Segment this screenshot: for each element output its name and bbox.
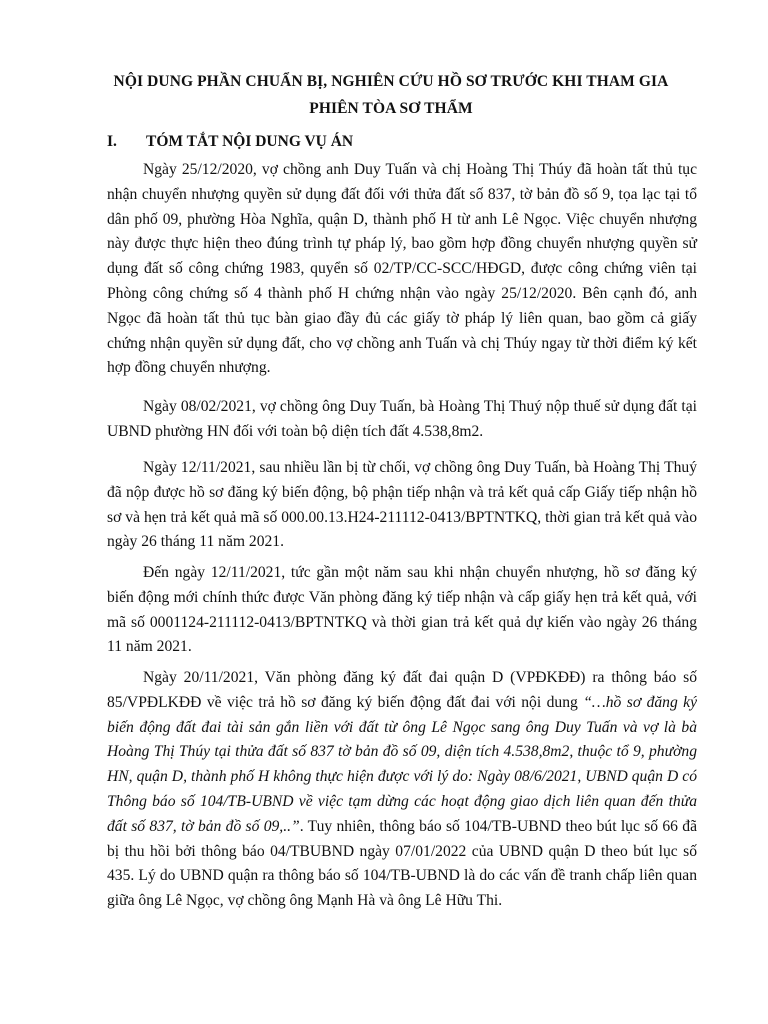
- document-title: [96, 68, 686, 122]
- paragraph-1: Ngày 25/12/2020, vợ chồng anh Duy Tuấn và chị Hoàng Thị Thúy đã hoàn tất thủ tục nhận chuyển nhượng quyền sử dụng đất đối với thửa đất số 837, tờ bản đồ số 9, tọa lạc tại tổ dân phố 09, phường Hòa Nghĩa, quận D, thành phố H từ anh Lê Ngọc. Việc chuyển nhượng này được thực hiện theo đúng trình tự pháp lý, bao gồm hợp đồng chuyển nhượng quyền sử dụng đất số công chứng 1983, quyển số 02/TP/CC-SCC/HĐGD, được công chứng viên tại Phòng công chứng số 4 thành phố H chứng nhận vào ngày 25/12/2020. Bên cạnh đó, anh Ngọc đã hoàn tất thủ tục bàn giao đầy đủ các giấy tờ pháp lý liên quan, bao gồm cả giấy chứng nhận quyền sử dụng đất, cho vợ chồng anh Tuấn và chị Thúy ngay từ thời điểm ký kết hợp đồng chuyển nhượng.: [107, 161, 697, 377]
- document-title-line-1: NỘI DUNG PHẦN CHUẨN BỊ, NGHIÊN CỨU HỒ SƠ TRƯỚC KHI THAM GIA: [113, 73, 669, 90]
- paragraph-5: [107, 666, 697, 914]
- paragraph-4: Đến ngày 12/11/2021, tức gần một năm sau khi nhận chuyển nhượng, hồ sơ đăng ký biến động mới chính thức được Văn phòng đăng ký tiếp nhận và cấp giấy hẹn trả kết quả, với mã số 0001124-211112-0413/BPTNTKQ và thời gian trả kết quả dự kiến vào ngày 26 tháng 11 năm 2021.: [107, 564, 697, 656]
- section-heading: [107, 130, 353, 154]
- paragraph-5-quote: “…hồ sơ đăng ký biến động đất đai tài sản gắn liền với đất từ ông Lê Ngọc sang ông Duy Tuấn và vợ là bà Hoàng Thị Thúy tại thửa đất số 837 tờ bản đồ số 09, diện tích 4.538,8m2, thuộc tổ 9, phường HN, quận D, thành phố H không thực hiện được với lý do: Ngày 08/6/2021, UBND quận D có Thông báo số 104/TB-UBND về việc tạm dừng các hoạt động giao dịch liên quan đến thửa đất số 837, tờ bản đồ số 09,..”: [107, 693, 698, 835]
- document-title-line-2: PHIÊN TÒA SƠ THẨM: [309, 100, 473, 117]
- section-number: I.: [107, 133, 117, 150]
- section-title: TÓM TẮT NỘI DUNG VỤ ÁN: [146, 133, 354, 150]
- paragraph-5-conclusion: . Tuy nhiên, thông báo số 104/TB-UBND theo bút lục số 66 đã bị thu hồi bởi thông báo 04/TBUBND ngày 07/01/2022 của UBND quận D theo bút lục số 435. Lý do UBND quận ra thông báo số 104/TB-UBND là do các vấn đề tranh chấp liên quan giữa ông Lê Ngọc, vợ chồng ông Mạnh Hà và ông Lê Hữu Thi.: [107, 817, 697, 910]
- paragraph-2: Ngày 08/02/2021, vợ chồng ông Duy Tuấn, bà Hoàng Thị Thuý nộp thuế sử dụng đất tại UBND phường HN đối với toàn bộ diện tích đất 4.538,8m2.: [107, 398, 697, 440]
- paragraph-3: Ngày 12/11/2021, sau nhiều lần bị từ chối, vợ chồng ông Duy Tuấn, bà Hoàng Thị Thuý đã nộp được hồ sơ đăng ký biến động, bộ phận tiếp nhận và trả kết quả cấp Giấy tiếp nhận hồ sơ và hẹn trả kết quả mã số 000.00.13.H24-211112-0413/BPTNTKQ, thời gian trả kết quả vào ngày 26 tháng 11 năm 2021.: [107, 459, 697, 551]
- paragraph-5-intro: Ngày 20/11/2021, Văn phòng đăng ký đất đai quận D (VPĐKĐĐ) ra thông báo số 85/VPĐLKĐĐ về việc trả hồ sơ đăng ký biến động đất đai với nội dung: [107, 669, 697, 711]
